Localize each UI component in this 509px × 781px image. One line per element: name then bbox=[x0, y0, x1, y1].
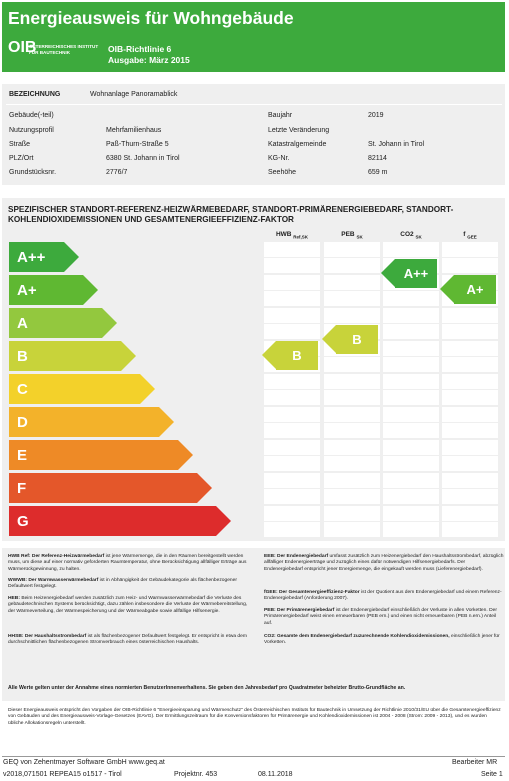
info-label: KG-Nr. bbox=[268, 155, 290, 162]
rating-grid-cell bbox=[264, 423, 320, 438]
edition-label: Ausgabe: März 2015 bbox=[108, 55, 190, 65]
disclaimer: Dieser Energieausweis entspricht den Vorgaben der OIB-Richtlinie 6 "Energieeinsparung und Wärmeschutz" des Österreichischen Instituts für Bautechnik in Umsetzung der Richtlinie 2010/31/EU über die Gesamtenergieeffizienz von Gebäuden und des Energieausweis-Vorlage-Gesetzes (EAVG). Der Ermittlungszeitraum für die Konversionsfaktoren für Primärenergie und Kohlendioxidemissionen ist 2004 - 2008 (Strom: 2009 - 2013), und es wurden übliche Allokationsregeln unterstellt. bbox=[8, 708, 501, 726]
rating-grid-cell bbox=[442, 423, 498, 438]
rating-marker-hwb: B bbox=[276, 341, 318, 370]
rating-grid-cell bbox=[442, 341, 498, 356]
rating-grid-cell bbox=[442, 357, 498, 372]
rating-grid-cell bbox=[264, 275, 320, 290]
rating-grid-cell bbox=[442, 489, 498, 504]
info-value: St. Johann in Tirol bbox=[368, 141, 425, 148]
info-value: Mehrfamilienhaus bbox=[106, 127, 162, 134]
rating-grid-cell bbox=[442, 242, 498, 257]
energy-class-bar: C bbox=[9, 374, 140, 404]
rating-grid-cell bbox=[383, 308, 439, 323]
info-value: 6380 St. Johann in Tirol bbox=[106, 155, 180, 162]
rating-grid-cell bbox=[324, 275, 380, 290]
column-header-hwb: HWB $_{Ref,SK}$ bbox=[275, 231, 309, 240]
rating-grid-cell bbox=[324, 522, 380, 537]
rating-grid-cell bbox=[383, 324, 439, 339]
note-peb: PEB: Der Primärenergiebedarf ist der Endenergiebedarf einschließlich der Verluste in allen Vorketten. Der Primärenergiebedarf weist einen erneuerbaren (PEB ern.) und einen nicht erneuerbaren (PEB n.ern.) Anteil auf. bbox=[264, 608, 497, 626]
rating-grid-cell bbox=[383, 374, 439, 389]
guideline-label: OIB-Richtlinie 6 bbox=[108, 44, 172, 54]
note-eeb: EEB: Der Endenergiebedarf umfasst zusätzlich zum Heizenergiebedarf den Haushaltsstrombedarf, abzüglich allfälliger Endenergieerträge und zuzüglich eines dafür notwendigen Hilfsenergiebedarfs. Der Endenergiebedarf entspricht jener Energiemenge, die eingekauft werden muss (Lieferenergiebedarf). bbox=[264, 554, 504, 572]
rating-grid-cell bbox=[442, 506, 498, 521]
rating-marker-co2: A++ bbox=[395, 259, 437, 288]
rating-grid-cell bbox=[264, 506, 320, 521]
rating-grid-cell bbox=[324, 423, 380, 438]
rating-grid-cell bbox=[383, 440, 439, 455]
info-label: Nutzungsprofil bbox=[9, 127, 54, 134]
rating-grid-cell bbox=[324, 506, 380, 521]
rating-marker-fgee: A+ bbox=[454, 275, 496, 304]
rating-grid-cell bbox=[324, 489, 380, 504]
info-label: Straße bbox=[9, 141, 31, 148]
oib-logo-subtitle: ÖSTERREICHISCHES INSTITUT FÜR BAUTECHNIK bbox=[29, 44, 99, 55]
rating-grid-cell bbox=[264, 473, 320, 488]
rating-grid-cell bbox=[383, 423, 439, 438]
footer-project-number: Projektnr. 453 bbox=[174, 771, 218, 778]
rating-grid-cell bbox=[324, 456, 380, 471]
header-banner bbox=[2, 2, 505, 72]
rating-grid-cell bbox=[264, 456, 320, 471]
column-header-peb: PEB $_{SK}$ bbox=[341, 231, 363, 240]
rating-grid-cell bbox=[442, 473, 498, 488]
footer-version: v2018,071501 REPEA15 o1517 - Tirol bbox=[3, 771, 122, 778]
rating-grid-cell bbox=[383, 506, 439, 521]
energy-rating-panel bbox=[2, 198, 505, 541]
rating-grid-cell bbox=[383, 291, 439, 306]
rating-grid-cell bbox=[442, 440, 498, 455]
bezeichnung-value: Wohnanlage Panoramablick bbox=[90, 91, 178, 98]
building-info-panel bbox=[2, 84, 505, 185]
energy-class-bar: A bbox=[9, 308, 102, 338]
info-label: Baujahr bbox=[268, 112, 293, 119]
rating-grid-cell bbox=[264, 440, 320, 455]
rating-grid-cell bbox=[324, 357, 380, 372]
rating-grid-cell bbox=[264, 407, 320, 422]
rating-grid-cell bbox=[442, 324, 498, 339]
rating-grid-cell bbox=[264, 291, 320, 306]
note-wwwb: WWWB: Der Warmwasserwärmebedarf ist in Abhängigkeit der Gebäudekategorie als flächenbezogener Defaultwert festgelegt. bbox=[8, 578, 237, 590]
rating-grid-cell bbox=[264, 374, 320, 389]
energy-class-bar: A+ bbox=[9, 275, 83, 305]
energy-class-bar: A++ bbox=[9, 242, 64, 272]
rating-grid-cell bbox=[264, 489, 320, 504]
rating-grid-cell bbox=[264, 522, 320, 537]
footer-software: GEQ von Zehentmayer Software GmbH www.geq.at bbox=[3, 759, 165, 766]
info-label: Grundstücksnr. bbox=[9, 169, 57, 176]
rating-grid-cell bbox=[442, 374, 498, 389]
footer-page: Seite 1 bbox=[481, 771, 503, 778]
rating-grid-cell bbox=[442, 522, 498, 537]
rating-grid-cell bbox=[264, 308, 320, 323]
note-heb: HEB: Beim Heizenergiebedarf werden zusätzlich zum Heiz- und Warmwasserwärmebedarf die Verluste des gebäudetechnischen Systems berücksichtigt, dazu zählen insbesondere die Verluste der Wärmebereitstellung, der Wärmeverteilung, der Wärmespeicherung und der Wärmeabgabe sowie allfällige Hilfsenergie. bbox=[8, 596, 248, 614]
note-fgee: fGEE: Der Gesamtenergieeffizienz-Faktor ist der Quotient aus dem Endenergiebedarf und einem Referenz-Endenergiebedarf (Anforderung 2007). bbox=[264, 590, 502, 602]
energy-section-title: SPEZIFISCHER STANDORT-REFERENZ-HEIZWÄRMEBEDARF, STANDORT-PRIMÄRENERGIEBEDARF, STANDORT-KOHLENDIOXIDEMISSIONEN UND GESAMTENERGIEEFFIZIENZ-FAKTOR bbox=[8, 205, 454, 224]
rating-grid-cell bbox=[324, 440, 380, 455]
rating-grid-cell bbox=[324, 407, 380, 422]
info-value: 659 m bbox=[368, 169, 388, 176]
rating-grid-cell bbox=[324, 374, 380, 389]
oib-logo: OIB bbox=[8, 39, 37, 56]
rating-grid-cell bbox=[442, 390, 498, 405]
rating-grid-cell bbox=[383, 407, 439, 422]
rating-grid-cell bbox=[383, 341, 439, 356]
rating-grid-cell bbox=[324, 242, 380, 257]
energy-class-bar: D bbox=[9, 407, 159, 437]
energy-class-bar: B bbox=[9, 341, 121, 371]
note-hhsb: HHSB: Der Haushaltsstrombedarf ist als flächenbezogener Defaultwert festgelegt. Er entspricht in etwa dem durchschnittlichen flächenbezogenen Stromverbrauch eines österreichischen Haushalts. bbox=[8, 634, 247, 646]
info-label: Katastralgemeinde bbox=[268, 141, 327, 148]
rating-grid-cell bbox=[383, 473, 439, 488]
rating-grid-cell bbox=[324, 258, 380, 273]
rating-grid-cell bbox=[324, 390, 380, 405]
definitions-panel bbox=[2, 548, 505, 701]
info-label: Seehöhe bbox=[268, 169, 297, 176]
rating-grid-cell bbox=[264, 258, 320, 273]
rating-grid-cell bbox=[442, 407, 498, 422]
rating-grid-cell bbox=[383, 357, 439, 372]
rating-grid-cell bbox=[442, 258, 498, 273]
bezeichnung-label: BEZEICHNUNG bbox=[9, 91, 61, 98]
document-title: Energieausweis für Wohngebäude bbox=[8, 8, 294, 28]
rating-grid-cell bbox=[264, 242, 320, 257]
info-value: Paß-Thurn-Straße 5 bbox=[106, 141, 169, 148]
footer-date: 08.11.2018 bbox=[258, 771, 293, 778]
rating-grid-cell bbox=[324, 473, 380, 488]
column-header-co2: CO2 $_{SK}$ bbox=[400, 231, 422, 240]
info-value: 2776/7 bbox=[106, 169, 128, 176]
info-label: Gebäude(-teil) bbox=[9, 112, 54, 119]
rating-grid-cell bbox=[324, 291, 380, 306]
info-value: 2019 bbox=[368, 112, 384, 119]
rating-grid-cell bbox=[324, 308, 380, 323]
energy-class-bar: E bbox=[9, 440, 178, 470]
rating-grid-cell bbox=[442, 456, 498, 471]
column-header-fgee: f $_{GEE}$ bbox=[463, 231, 477, 240]
energy-class-bar: G bbox=[9, 506, 216, 536]
rating-grid-cell bbox=[383, 456, 439, 471]
rating-grid-cell bbox=[383, 390, 439, 405]
divider bbox=[6, 104, 502, 105]
rating-marker-peb: B bbox=[336, 325, 378, 354]
info-label: Letzte Veränderung bbox=[268, 127, 330, 134]
rating-grid-cell bbox=[383, 522, 439, 537]
footer-editor: Bearbeiter MR bbox=[452, 759, 498, 766]
rating-grid-cell bbox=[264, 390, 320, 405]
energy-class-bar: F bbox=[9, 473, 197, 503]
rating-grid-cell bbox=[383, 242, 439, 257]
note-co2: CO2: Gesamte dem Endenergiebedarf zuzurechnende Kohlendioxidemissionen, einschließlich jener für Vorketten. bbox=[264, 634, 500, 646]
rating-grid-cell bbox=[264, 324, 320, 339]
info-value: 82114 bbox=[368, 155, 387, 162]
info-label: PLZ/Ort bbox=[9, 155, 34, 162]
note-hwb: HWB Ref: Der Referenz-Heizwärmebedarf ist jene Wärmemenge, die in den Räumen bereitgestellt werden muss, um diese auf einer normativ geforderten Raumtemperatur, ohne Berücksichtigung allfälliger Erträge aus Wärmerückgewinnung, zu halten. bbox=[8, 554, 247, 572]
assumption-note: Alle Werte gelten unter der Annahme eines normierten BenutzerInnenverhaltens. Sie geben den Jahresbedarf pro Quadratmeter beheizter Brutto-Grundfläche an. bbox=[8, 685, 406, 691]
rating-grid-cell bbox=[383, 489, 439, 504]
rating-grid-cell bbox=[442, 308, 498, 323]
footer-divider bbox=[2, 756, 505, 757]
